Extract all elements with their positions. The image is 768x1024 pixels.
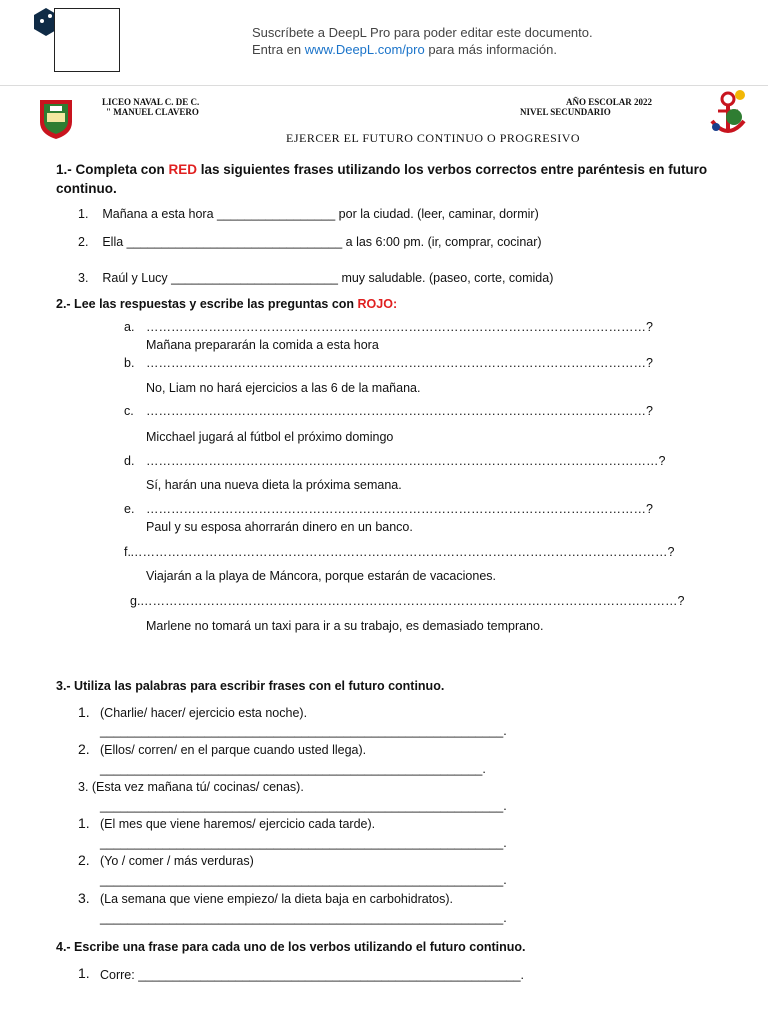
question-dots: …………………………………………………………………………………………………………………? [130,545,675,559]
question-label: g. [130,594,141,608]
school-shield-icon [38,98,74,140]
question-dots: …………………………………………………………………………………………………………? [146,356,653,370]
item-number: 1. [78,704,90,720]
prompt-text: (Ellos/ corren/ en el parque cuando usted llega). [100,743,367,757]
section1-item: 1. Mañana a esta hora _________________ por la ciudad. (leer, caminar, dormir) [78,207,539,221]
answer-blank: __________________________________________________________. [100,799,507,813]
section3-heading: 3.- Utiliza las palabras para escribir frases con el futuro continuo. [56,679,445,693]
item-number: 2. [78,741,90,757]
section1-heading: 1.- Completa con RED las siguientes frases utilizando los verbos correctos entre paréntesis en futuro continuo. [56,162,708,196]
question-label: a. [124,320,135,334]
worksheet-title: EJERCER EL FUTURO CONTINUO O PROGRESIVO [286,131,581,145]
anchor-emblem-icon [706,87,750,139]
banner-line-2: Entra en www.DeepL.com/pro para más información. [252,42,557,57]
school-year: AÑO ESCOLAR 2022 [566,97,653,107]
deepl-banner [252,24,593,58]
question-dots: ……………………………………………………………………………………………………………? [146,454,666,468]
school-level: NIVEL SECUNDARIO [520,107,611,117]
school-name-line-2: " MANUEL CLAVERO [106,107,199,117]
item-number: 1. [78,965,90,981]
section4-heading: 4.- Escribe una frase para cada uno de los verbos utilizando el futuro continuo. [56,940,526,954]
answer-text: Sí, harán una nueva dieta la próxima semana. [146,478,402,492]
question-dots: …………………………………………………………………………………………………………………? [140,594,685,608]
blank-overlay-box [54,8,120,72]
question-label: f. [124,545,131,559]
question-label: b. [124,356,135,370]
item-number: 1. [78,815,90,831]
section1-item: 3. Raúl y Lucy ________________________ muy saludable. (paseo, corte, comida) [78,271,554,285]
answer-blank: __________________________________________________________. [100,724,507,738]
question-label: c. [124,404,134,418]
answer-text: Marlene no tomará un taxi para ir a su trabajo, es demasiado temprano. [146,619,544,633]
prompt-text: Corre: _______________________________________________________. [100,968,525,982]
answer-text: Viajarán a la playa de Máncora, porque estarán de vacaciones. [146,569,496,583]
school-name-line-1: LICEO NAVAL C. DE C. [102,97,200,107]
answer-text: Paul y su esposa ahorrarán dinero en un banco. [146,520,413,534]
prompt-text: (La semana que viene empiezo/ la dieta baja en carbohidratos). [100,892,453,906]
prompt-text: 3. (Esta vez mañana tú/ cocinas/ cenas). [78,780,304,794]
banner-divider [0,85,768,86]
question-label: d. [124,454,135,468]
answer-blank: __________________________________________________________. [100,911,507,925]
answer-blank: _______________________________________________________. [100,762,486,776]
section1-item: 2. Ella _______________________________ a las 6:00 pm. (ir, comprar, cocinar) [78,235,542,249]
question-dots: …………………………………………………………………………………………………………? [146,502,653,516]
deepl-pro-link[interactable]: www.DeepL.com/pro [304,42,425,57]
answer-text: Mañana prepararán la comida a esta hora [146,338,379,352]
prompt-text: (Yo / comer / más verduras) [100,854,254,868]
prompt-text: (El mes que viene haremos/ ejercicio cada tarde). [100,817,376,831]
answer-blank: __________________________________________________________. [100,836,507,850]
prompt-text: (Charlie/ hacer/ ejercicio esta noche). [100,706,308,720]
question-label: e. [124,502,135,516]
item-number: 3. [78,890,90,906]
answer-blank: __________________________________________________________. [100,873,507,887]
answer-text: No, Liam no hará ejercicios a las 6 de la mañana. [146,381,421,395]
item-number: 2. [78,852,90,868]
answer-text: Micchael jugará al fútbol el próximo domingo [146,430,394,444]
section2-heading: 2.- Lee las respuestas y escribe las preguntas con ROJO: [56,297,398,311]
question-dots: …………………………………………………………………………………………………………? [146,320,653,334]
banner-line-1: Suscríbete a DeepL Pro para poder editar este documento. [252,25,593,40]
question-dots: …………………………………………………………………………………………………………? [146,404,653,418]
